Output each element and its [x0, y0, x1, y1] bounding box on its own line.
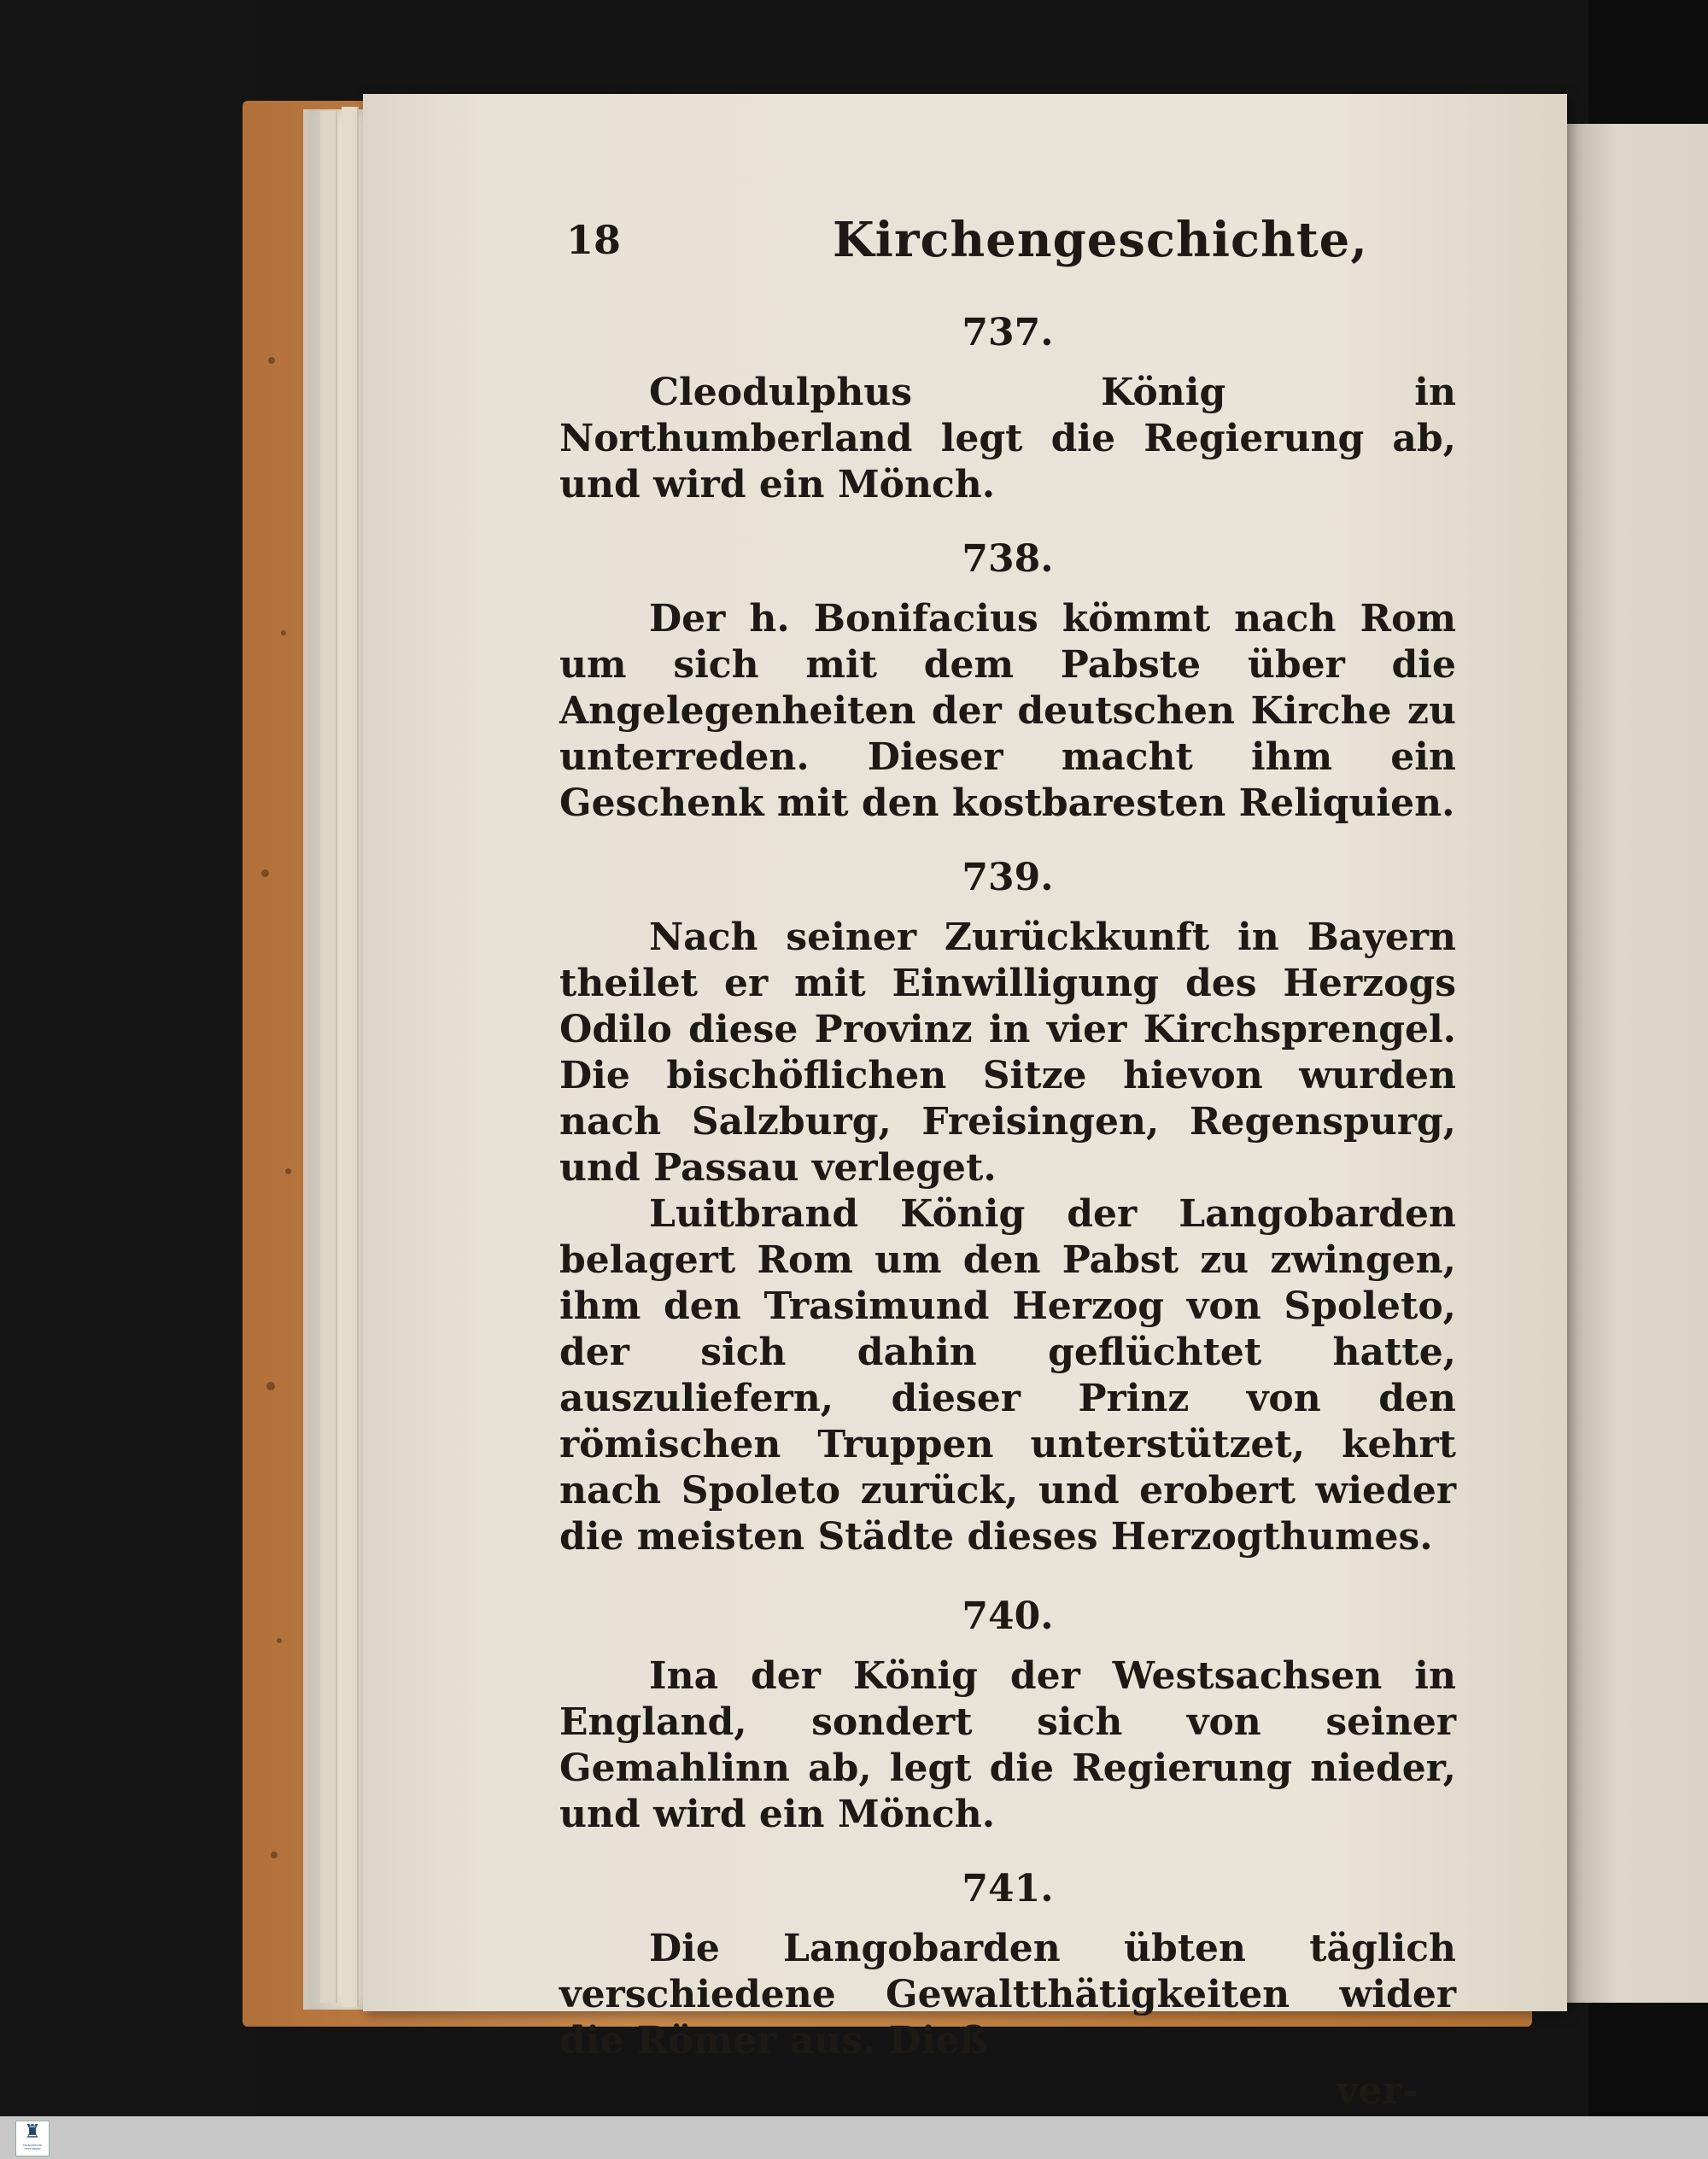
paragraph: Die Langobarden übten täglich verschiedene Gewaltthätigkeiten wider die Römer aus. Dieß	[559, 1927, 1456, 2062]
page-number: 18	[566, 217, 622, 263]
catchword: ver-	[1336, 2069, 1418, 2113]
paragraph: Der h. Bonifacius kömmt nach Rom um sich mit dem Pabste über die Angelegenheiten der deutschen Kirche zu unterreden. Dieser macht ihm ein Geschenk mit den kostbaresten Reliquien.	[559, 597, 1456, 825]
page-header	[559, 205, 1456, 282]
year-heading: 738.	[962, 537, 1054, 581]
backdrop-left	[0, 0, 256, 2116]
logo-text: FRANCKESCHE STIFTUNGEN	[22, 2144, 43, 2150]
year-heading: 739.	[962, 856, 1054, 899]
section-741	[559, 1867, 1456, 2064]
page-edge	[342, 107, 359, 2007]
viewer-footer-bar	[0, 2116, 1708, 2159]
facing-page-edge	[1567, 124, 1708, 2003]
year-heading: 740.	[962, 1594, 1054, 1638]
paragraph: Nach seiner Zurückkunft in Bayern theilet er mit Einwilligung des Herzogs Odilo diese Provinz in vier Kirchsprengel. Die bischöflichen Sitze hievon wurden nach Salzburg, Freisingen, Regenspurg, und Passau verleget.	[559, 916, 1456, 1190]
paragraph: Cleodulphus König in Northumberland legt die Regierung ab, und wird ein Mönch.	[559, 371, 1456, 506]
library-crest-icon[interactable]: ♜ FRANCKESCHE STIFTUNGEN	[15, 2121, 50, 2156]
page-content	[559, 205, 1456, 2113]
section-737	[559, 311, 1456, 508]
paragraph: Ina der König der Westsachsen in England, sondert sich von seiner Gemahlinn ab, legt die Regierung nieder, und wird ein Mönch.	[559, 1654, 1456, 1836]
paragraph: Luitbrand König der Langobarden belagert Rom um den Pabst zu zwingen, ihm den Trasimund Herzog von Spoleto, der sich dahin geflüchtet hatte, auszuliefern, dieser Prinz von den römischen Truppen unterstützet, kehrt nach Spoleto zurück, und erobert wieder die meisten Städte dieses Herzogthumes.	[559, 1192, 1456, 1559]
section-740	[559, 1594, 1456, 1838]
section-739	[559, 856, 1456, 1560]
year-heading: 741.	[962, 1867, 1054, 1910]
running-title: Kirchengeschichte,	[833, 212, 1368, 268]
page-edge	[320, 111, 337, 2003]
year-heading: 737.	[962, 311, 1054, 354]
section-738	[559, 537, 1456, 827]
